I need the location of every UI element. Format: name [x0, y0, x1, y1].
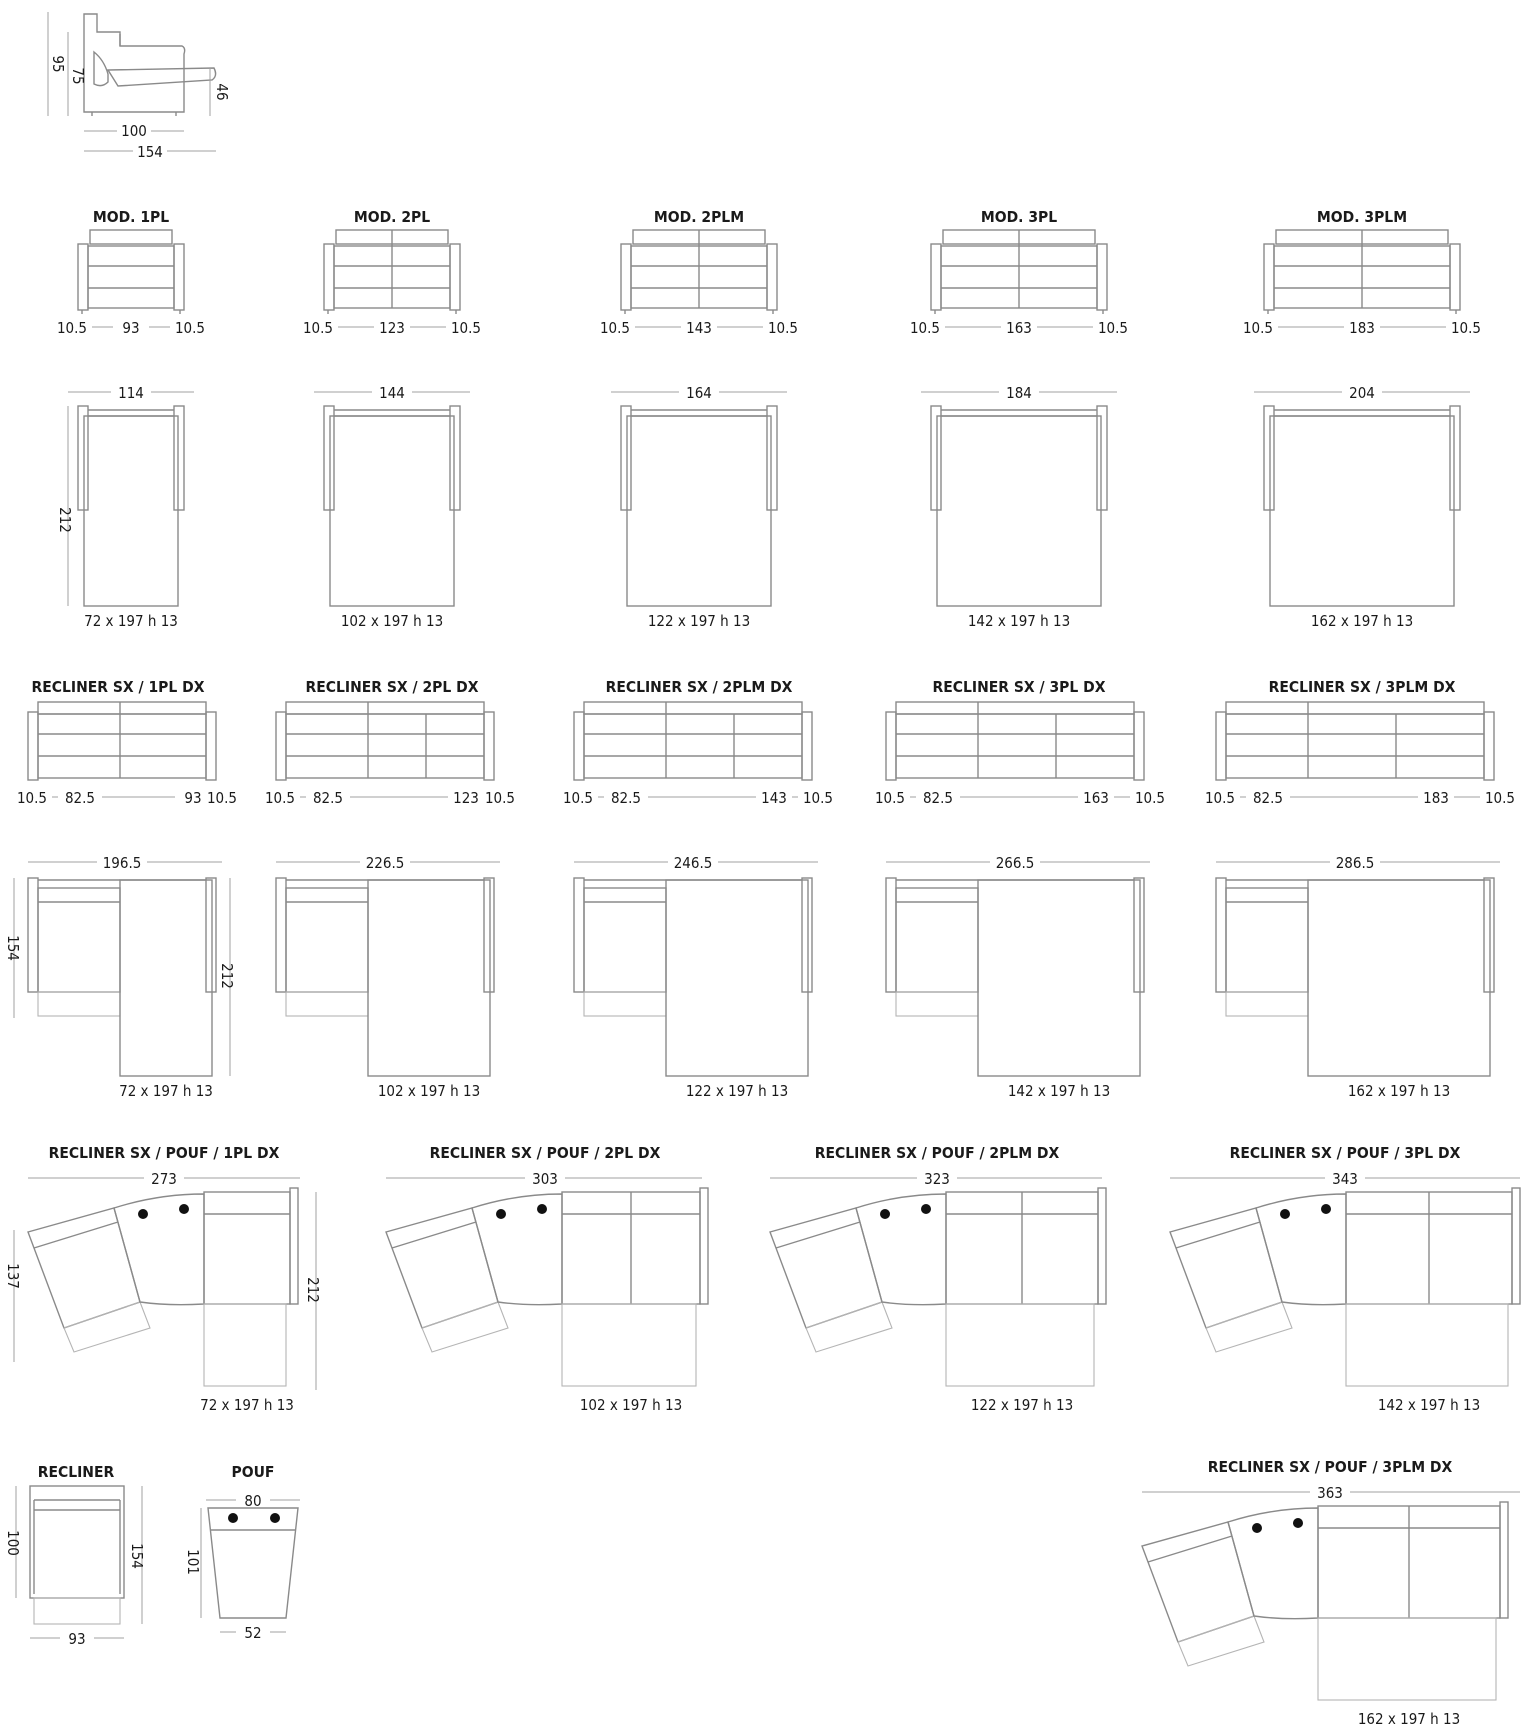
module-open-depth: 212 — [56, 507, 74, 533]
recliner-main-width: 143 — [761, 789, 787, 807]
pouf-dot — [270, 1513, 280, 1523]
module-arm-width: 10.5 — [599, 319, 631, 337]
recliner-open-depth: 212 — [218, 963, 236, 989]
pouf-module-title: RECLINER SX / POUF / 3PL DX — [1229, 1144, 1461, 1162]
pouf-dot — [537, 1204, 547, 1214]
recliner-module-title: RECLINER SX / 3PL DX — [932, 678, 1106, 696]
recliner-open-width: 246.5 — [673, 854, 713, 872]
pouf-dot — [1321, 1204, 1331, 1214]
pouf-dot — [496, 1209, 506, 1219]
pouf-top-width: 80 — [244, 1492, 262, 1510]
pouf-module-mattress-size: 72 x 197 h 13 — [200, 1396, 294, 1414]
pouf-module-width: 323 — [924, 1170, 950, 1188]
pouf-dot — [1280, 1209, 1290, 1219]
recliner-main-width: 163 — [1083, 789, 1109, 807]
recliner-open-width: 266.5 — [995, 854, 1035, 872]
pouf-module-mattress-size: 122 x 197 h 13 — [970, 1396, 1074, 1414]
pouf-module-3 — [770, 1144, 1106, 1414]
recliner-arm-width: 10.5 — [1134, 789, 1166, 807]
pouf-module-mattress-size: 162 x 197 h 13 — [1357, 1710, 1461, 1728]
recliner-arm-width: 10.5 — [264, 789, 296, 807]
module-arm-width: 10.5 — [174, 319, 206, 337]
module-5 — [1238, 208, 1486, 630]
recliner-mattress-size: 142 x 197 h 13 — [1007, 1082, 1111, 1100]
pouf-dot — [179, 1204, 189, 1214]
recliner-mattress-size: 72 x 197 h 13 — [119, 1082, 213, 1100]
recliner-arm-width: 10.5 — [1204, 789, 1236, 807]
module-mattress-size: 102 x 197 h 13 — [340, 612, 444, 630]
pouf-module-5 — [1142, 1458, 1520, 1728]
recliner-module-4 — [870, 678, 1170, 1100]
side-view — [48, 12, 231, 161]
recliner-open-width: 196.5 — [102, 854, 142, 872]
recliner-mattress-size: 162 x 197 h 13 — [1347, 1082, 1451, 1100]
module-title: MOD. 2PL — [353, 208, 431, 226]
module-open-width: 204 — [1349, 384, 1375, 402]
module-arm-width: 10.5 — [302, 319, 334, 337]
pouf-module-4 — [1170, 1144, 1520, 1414]
recliner-open-width: 226.5 — [365, 854, 405, 872]
recliner-arm-width: 10.5 — [562, 789, 594, 807]
pouf-module-title: RECLINER SX / POUF / 2PLM DX — [814, 1144, 1060, 1162]
recliner-arm-width: 10.5 — [802, 789, 834, 807]
module-seat-width: 143 — [686, 319, 712, 337]
pouf-dot — [138, 1209, 148, 1219]
recliner-arm-width: 10.5 — [16, 789, 48, 807]
module-arm-width: 10.5 — [1450, 319, 1482, 337]
module-mattress-size: 122 x 197 h 13 — [647, 612, 751, 630]
recliner-arm-width: 10.5 — [484, 789, 516, 807]
recliner-module-1 — [4, 678, 242, 1100]
side-height-95: 95 — [49, 55, 67, 73]
recliner-arm-width: 10.5 — [874, 789, 906, 807]
module-title: MOD. 3PL — [980, 208, 1058, 226]
recliner-arm-width: 10.5 — [206, 789, 238, 807]
module-title: MOD. 1PL — [92, 208, 170, 226]
recliner-module-3 — [558, 678, 838, 1100]
pouf-modules-section — [4, 1144, 1520, 1728]
recliner-open-width: 286.5 — [1335, 854, 1375, 872]
module-1 — [52, 208, 210, 630]
pouf-dot — [880, 1209, 890, 1219]
recliner-seat-width: 82.5 — [922, 789, 954, 807]
pouf-module-width: 363 — [1317, 1484, 1343, 1502]
side-height-46: 46 — [213, 83, 231, 101]
side-height-75: 75 — [69, 67, 87, 85]
module-arm-width: 10.5 — [450, 319, 482, 337]
module-mattress-size: 162 x 197 h 13 — [1310, 612, 1414, 630]
module-open-width: 144 — [379, 384, 405, 402]
module-seat-width: 163 — [1006, 319, 1032, 337]
pouf-dot — [228, 1513, 238, 1523]
recliner-module-title: RECLINER SX / 2PLM DX — [605, 678, 793, 696]
recliner-depth: 154 — [4, 935, 22, 961]
recliner-arm-width: 10.5 — [1484, 789, 1516, 807]
side-depth-100: 100 — [121, 122, 147, 140]
module-seat-width: 123 — [379, 319, 405, 337]
module-mattress-size: 142 x 197 h 13 — [967, 612, 1071, 630]
pouf-title: POUF — [231, 1463, 275, 1481]
pouf-depth: 101 — [184, 1549, 202, 1575]
modules-section — [52, 208, 1486, 630]
recliner-seat-width: 82.5 — [1252, 789, 1284, 807]
recliner-module-title: RECLINER SX / 3PLM DX — [1268, 678, 1456, 696]
recliner-depth: 100 — [4, 1530, 22, 1556]
recliner-module-title: RECLINER SX / 2PL DX — [305, 678, 479, 696]
module-title: MOD. 2PLM — [653, 208, 745, 226]
module-open-width: 164 — [686, 384, 712, 402]
recliner-title: RECLINER — [37, 1463, 115, 1481]
recliner-mattress-size: 122 x 197 h 13 — [685, 1082, 789, 1100]
module-3 — [595, 208, 803, 630]
recliner-open-depth: 154 — [128, 1543, 146, 1569]
recliner-width: 93 — [68, 1630, 86, 1648]
pouf-module-depth: 137 — [4, 1263, 22, 1289]
pouf-module-width: 343 — [1332, 1170, 1358, 1188]
pouf-module-1 — [4, 1144, 322, 1414]
module-arm-width: 10.5 — [1097, 319, 1129, 337]
pouf-module-width: 273 — [151, 1170, 177, 1188]
recliner-modules-section — [4, 678, 1520, 1100]
module-open-width: 114 — [118, 384, 144, 402]
module-2 — [298, 208, 486, 630]
pouf-module-width: 303 — [532, 1170, 558, 1188]
pouf-module-open-depth: 212 — [304, 1277, 322, 1303]
pouf-dot — [1252, 1523, 1262, 1533]
recliner-main-width: 123 — [453, 789, 479, 807]
module-seat-width: 183 — [1349, 319, 1375, 337]
pouf-dot — [1293, 1518, 1303, 1528]
module-arm-width: 10.5 — [767, 319, 799, 337]
module-seat-width: 93 — [122, 319, 140, 337]
recliner-seat-width: 82.5 — [610, 789, 642, 807]
pouf-bottom-width: 52 — [244, 1624, 262, 1642]
module-arm-width: 10.5 — [1242, 319, 1274, 337]
recliner-module-2 — [260, 678, 520, 1100]
recliner-mattress-size: 102 x 197 h 13 — [377, 1082, 481, 1100]
pouf-module-title: RECLINER SX / POUF / 1PL DX — [48, 1144, 280, 1162]
module-arm-width: 10.5 — [56, 319, 88, 337]
recliner-module-title: RECLINER SX / 1PL DX — [31, 678, 205, 696]
recliner-main-width: 183 — [1423, 789, 1449, 807]
pouf-module-title: RECLINER SX / POUF / 3PLM DX — [1207, 1458, 1453, 1476]
recliner-module-5 — [1200, 678, 1520, 1100]
recliner-main-width: 93 — [184, 789, 202, 807]
pouf-module-mattress-size: 142 x 197 h 13 — [1377, 1396, 1481, 1414]
pouf-module-mattress-size: 102 x 197 h 13 — [579, 1396, 683, 1414]
module-arm-width: 10.5 — [909, 319, 941, 337]
module-open-width: 184 — [1006, 384, 1032, 402]
pouf-detail — [184, 1463, 300, 1642]
module-mattress-size: 72 x 197 h 13 — [84, 612, 178, 630]
recliner-seat-width: 82.5 — [64, 789, 96, 807]
recliner-detail — [4, 1463, 146, 1648]
pouf-module-title: RECLINER SX / POUF / 2PL DX — [429, 1144, 661, 1162]
pouf-module-2 — [386, 1144, 708, 1414]
pouf-dot — [921, 1204, 931, 1214]
side-depth-154: 154 — [137, 143, 163, 161]
module-title: MOD. 3PLM — [1316, 208, 1408, 226]
module-4 — [905, 208, 1133, 630]
recliner-seat-width: 82.5 — [312, 789, 344, 807]
